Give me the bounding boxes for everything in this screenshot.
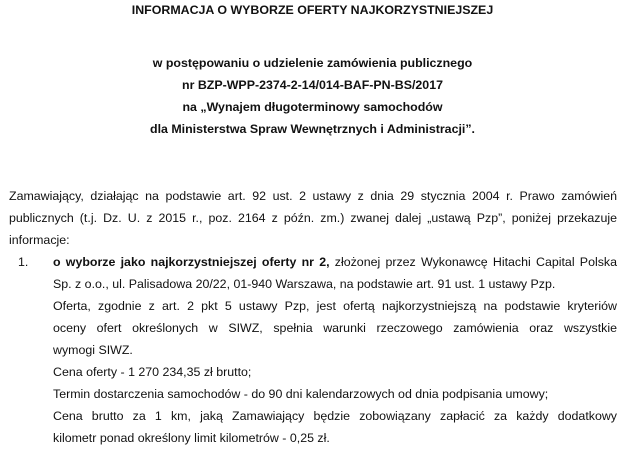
header-line-3: na „Wynajem długoterminowy samochodów [182,100,443,114]
list-item-number: 1. [18,255,29,269]
intro-line-2: publicznych (t.j. Dz. U. z 2015 r., poz. 2164 z późn. zm.) zwanej dalej „ustawą Pzp”, poniżej przekazuje [9,211,617,225]
header-line-2: nr BZP-WPP-2374-2-14/014-BAF-PN-BS/2017 [182,78,443,92]
item1-line-5: wymogi SIWZ. [53,343,133,357]
delivery-term-line: Termin dostarczenia samochodów - do 90 dni kalendarzowych od dnia podpisania umowy; [53,387,549,401]
item1-line-2: Sp. z o.o., ul. Palisadowa 20/22, 01-940 Warszawa, na podstawie art. 91 ust. 1 ustawy Pzp. [53,277,556,291]
price-per-km-line-2: kilometr ponad określony limit kilometrów - 0,25 zł. [53,431,330,445]
item1-line-3: Oferta, zgodnie z art. 2 pkt 5 ustawy Pzp, jest ofertą najkorzystniejszą na podstawie kryteriów [53,299,617,313]
selected-offer-phrase: o wyborze jako najkorzystniejszej oferty nr 2, [53,255,330,269]
header-line-1: w postępowaniu o udzielenie zamówienia publicznego [152,56,473,70]
item1-line-4: oceny ofert określonych w SIWZ, spełnia warunki rzeczowego zamówienia oraz wszystkie [53,321,617,335]
contractor-phrase: złożonej przez Wykonawcę Hitachi Capital Polska [329,255,617,269]
offer-price-line: Cena oferty - 1 270 234,35 zł brutto; [53,365,252,379]
header-line-4: dla Ministerstwa Spraw Wewnętrznych i Administracji”. [150,122,475,136]
document-title: INFORMACJA O WYBORZE OFERTY NAJKORZYSTNIEJSZEJ [131,3,494,17]
intro-line-1: Zamawiający, działając na podstawie art. 92 ust. 2 ustawy z dnia 29 stycznia 2004 r. Prawo zamówień [9,189,617,203]
item1-line-1 [53,254,617,270]
intro-line-3: informacje: [9,233,70,247]
price-per-km-line-1: Cena brutto za 1 km, jaką Zamawiający będzie zobowiązany zapłacić za każdy dodatkowy [53,409,617,423]
